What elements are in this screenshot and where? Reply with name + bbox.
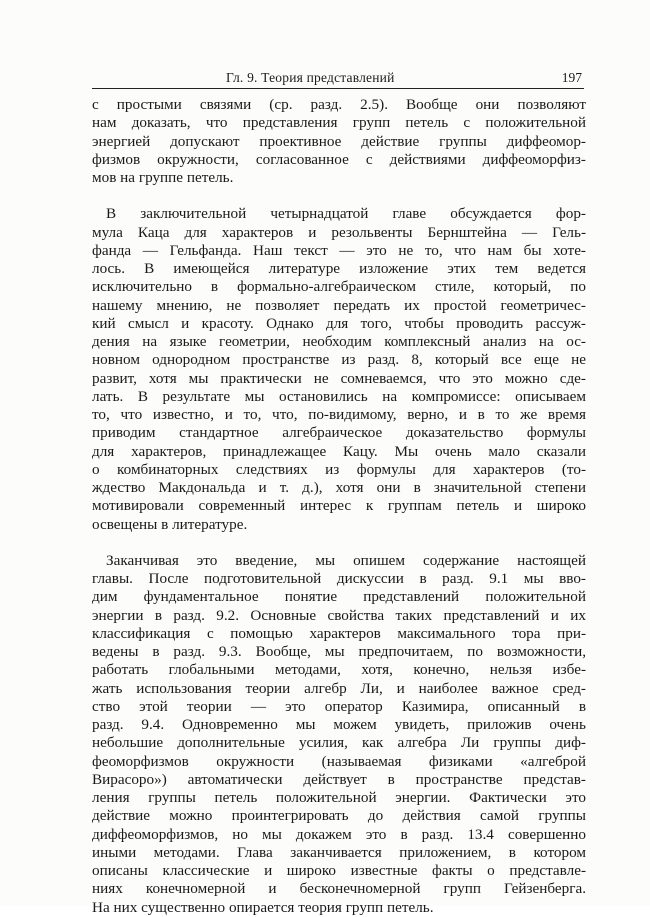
text-line: развит, хотя мы практически не сомневаемся, что это можно сде- (92, 369, 586, 387)
text-line: иными методами. Глава заканчивается приложением, в котором (92, 843, 586, 861)
text-line: работать глобальными методами, хотя, конечно, нельзя избе- (92, 661, 586, 679)
text-line: главы. После подготовительной дискуссии в разд. 9.1 мы вво- (92, 570, 586, 587)
text-line: то, что известно, и то, что, по-видимому, верно, и в то же время (92, 406, 586, 423)
text-line: с простыми связями (ср. разд. 2.5). Вообще они позволяют (92, 96, 586, 113)
text-line: классификация с помощью характеров максимального тора при- (92, 624, 586, 642)
text-line: энергией допускают проективное действие группы диффеомор- (92, 132, 586, 150)
text-line: нашему мнению, не позволяет передать их простой геометричес- (92, 296, 586, 314)
text-line: нам доказать, что представления групп петель с положительной (92, 114, 586, 132)
text-line: ство этой теории — это оператор Казимира, описанный в (92, 697, 586, 715)
text-line: фанда — Гельфанда. Наш текст — это не то, что нам бы хоте- (92, 241, 586, 259)
body-text (92, 96, 586, 917)
text-line: феоморфизмов окружности (называемая физиками «алгеброй (92, 752, 586, 770)
text-line: Заканчивая это введение, мы опишем содержание настоящей (106, 551, 586, 569)
text-line: освещены в литературе. (92, 515, 248, 533)
text-line: кий смысл и красоту. Однако для того, чтобы проводить рассуж- (92, 314, 586, 332)
text-line: лать. В результате мы остановились на компромиссе: описываем (92, 387, 586, 405)
text-line: дим фундаментальное понятие представлений положительной (92, 588, 586, 606)
text-line: исключительно в формально-алгебраическом стиле, который, по (92, 278, 586, 296)
text-line: о комбинаторных следствиях из формулы для характеров (то- (92, 460, 586, 478)
text-line: разд. 9.4. Одновременно мы можем увидеть, приложив очень (92, 716, 586, 733)
text-line: ведены в разд. 9.3. Вообще, мы предпочитаем, по возможности, (92, 643, 586, 660)
text-line: физмов окружности, согласованное с действиями диффеоморфиз- (92, 150, 586, 168)
text-line: небольшие дополнительные усилия, как алгебра Ли группы диф- (92, 734, 586, 752)
text-line: ления группы петель положительной энергии. Фактически это (92, 789, 586, 806)
text-line: действие можно проинтегрировать до действия самой группы (92, 807, 586, 825)
running-head (92, 62, 584, 89)
text-line: новном однородном пространстве из разд. 8, который все еще не (92, 351, 586, 369)
paragraph (92, 96, 586, 187)
paragraph (92, 552, 586, 917)
text-line: ждество Макдональда и т. д.), хотя они в значительной степени (92, 479, 586, 496)
text-line: мула Каца для характеров и резольвенты Бернштейна — Гель- (92, 223, 586, 241)
text-line: дения на языке геометрии, необходим комплексный анализ на ос- (92, 333, 586, 350)
text-line: Вирасоро») автоматически действует в пространстве представ- (92, 770, 586, 788)
running-title: Гл. 9. Теория представлений (226, 70, 395, 85)
text-line: ниях конечномерной и бесконечномерной групп Гейзенберга. (92, 880, 586, 898)
text-line: лось. В имеющейся литературе изложение этих тем ведется (92, 260, 586, 277)
text-line: для характеров, принадлежащее Кацу. Мы очень мало сказали (92, 442, 586, 460)
text-line: описаны классические и широко известные факты о представле- (92, 862, 586, 879)
text-line: В заключительной четырнадцатой главе обсуждается фор- (106, 205, 586, 223)
text-line: энергии в разд. 9.2. Основные свойства таких представлений и их (92, 606, 586, 624)
text-line: диффеоморфизмов, но мы докажем это в разд. 13.4 совершенно (92, 825, 586, 843)
page-number: 197 (561, 70, 582, 85)
paragraph (92, 205, 586, 534)
text-line: мов на группе петель. (92, 169, 234, 186)
text-line: приводим стандартное алгебраическое доказательство формулы (92, 424, 586, 442)
text-line: На них существенно опирается теория групп петель. (92, 898, 434, 916)
text-line: мотивировали современный интерес к группам петель и широко (92, 497, 586, 515)
text-line: жать использования теории алгебр Ли, и наиболее важное сред- (92, 679, 586, 697)
